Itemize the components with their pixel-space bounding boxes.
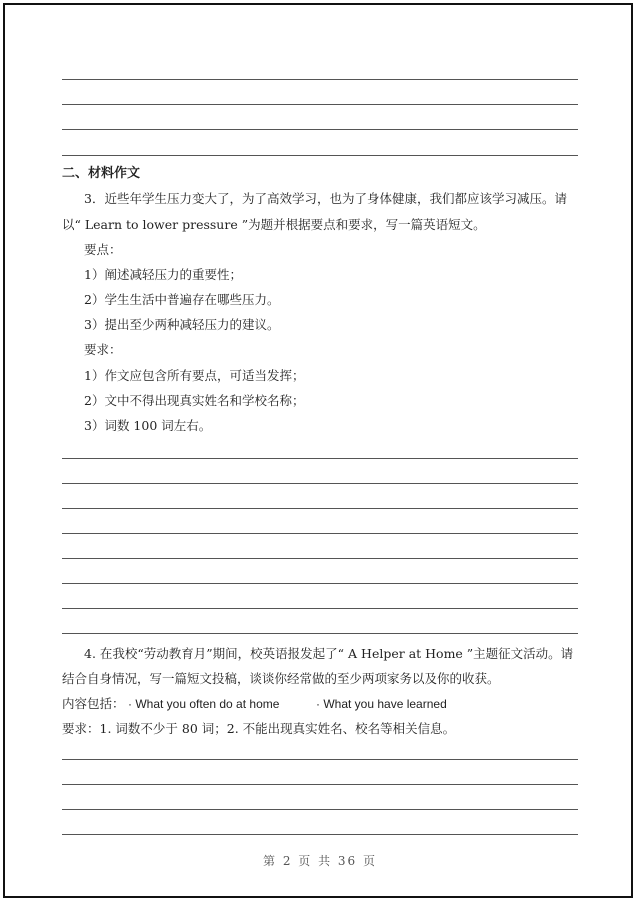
- writing-line: [62, 809, 578, 810]
- writing-line: [62, 483, 578, 484]
- q3-prompt-line1: 3．近些年学生压力变大了，为了高效学习，也为了身体健康，我们都应该学习减压。请: [84, 191, 567, 206]
- q3-requirements-label: 要求：: [84, 342, 122, 357]
- writing-line: [62, 458, 578, 459]
- page-border: [3, 3, 633, 898]
- writing-line: [62, 155, 578, 156]
- q4-content-item-1: · What you often do at home: [128, 697, 280, 711]
- writing-line: [62, 784, 578, 785]
- writing-line: [62, 79, 578, 80]
- writing-line: [62, 834, 578, 835]
- writing-line: [62, 533, 578, 534]
- q4-prompt-line2: 结合自身情况，写一篇短文投稿，谈谈你经常做的至少两项家务以及你的收获。: [62, 671, 500, 686]
- writing-line: [62, 104, 578, 105]
- writing-line: [62, 558, 578, 559]
- q4-content-item-2: · What you have learned: [316, 697, 447, 711]
- writing-line: [62, 583, 578, 584]
- writing-line: [62, 633, 578, 634]
- q3-requirement-1: 1）作文应包含所有要点，可适当发挥；: [84, 368, 305, 383]
- page-number: 第 2 页 共 36 页: [263, 854, 377, 868]
- q4-prompt-line1: 4. 在我校“劳动教育月”期间，校英语报发起了“ A Helper at Home ”主题征文活动。请: [84, 646, 574, 661]
- section-heading: 二、材料作文: [62, 166, 141, 181]
- q4-requirements: 要求：1. 词数不少于 80 词；2. 不能出现真实姓名、校名等相关信息。: [62, 721, 456, 736]
- q4-content-label: 内容包括：: [62, 696, 125, 711]
- q3-point-2: 2）学生生活中普遍存在哪些压力。: [84, 292, 280, 307]
- q3-requirement-3: 3）词数 100 词左右。: [84, 418, 212, 433]
- q3-prompt-line2: 以“ Learn to lower pressure ”为题并根据要点和要求，写一篇英语短文。: [62, 217, 486, 232]
- writing-line: [62, 129, 578, 130]
- writing-line: [62, 508, 578, 509]
- q3-points-label: 要点：: [84, 242, 122, 257]
- q3-requirement-2: 2）文中不得出现真实姓名和学校名称；: [84, 393, 305, 408]
- q3-point-1: 1）阐述减轻压力的重要性；: [84, 267, 242, 282]
- writing-line: [62, 759, 578, 760]
- writing-line: [62, 608, 578, 609]
- q3-point-3: 3）提出至少两种减轻压力的建议。: [84, 317, 280, 332]
